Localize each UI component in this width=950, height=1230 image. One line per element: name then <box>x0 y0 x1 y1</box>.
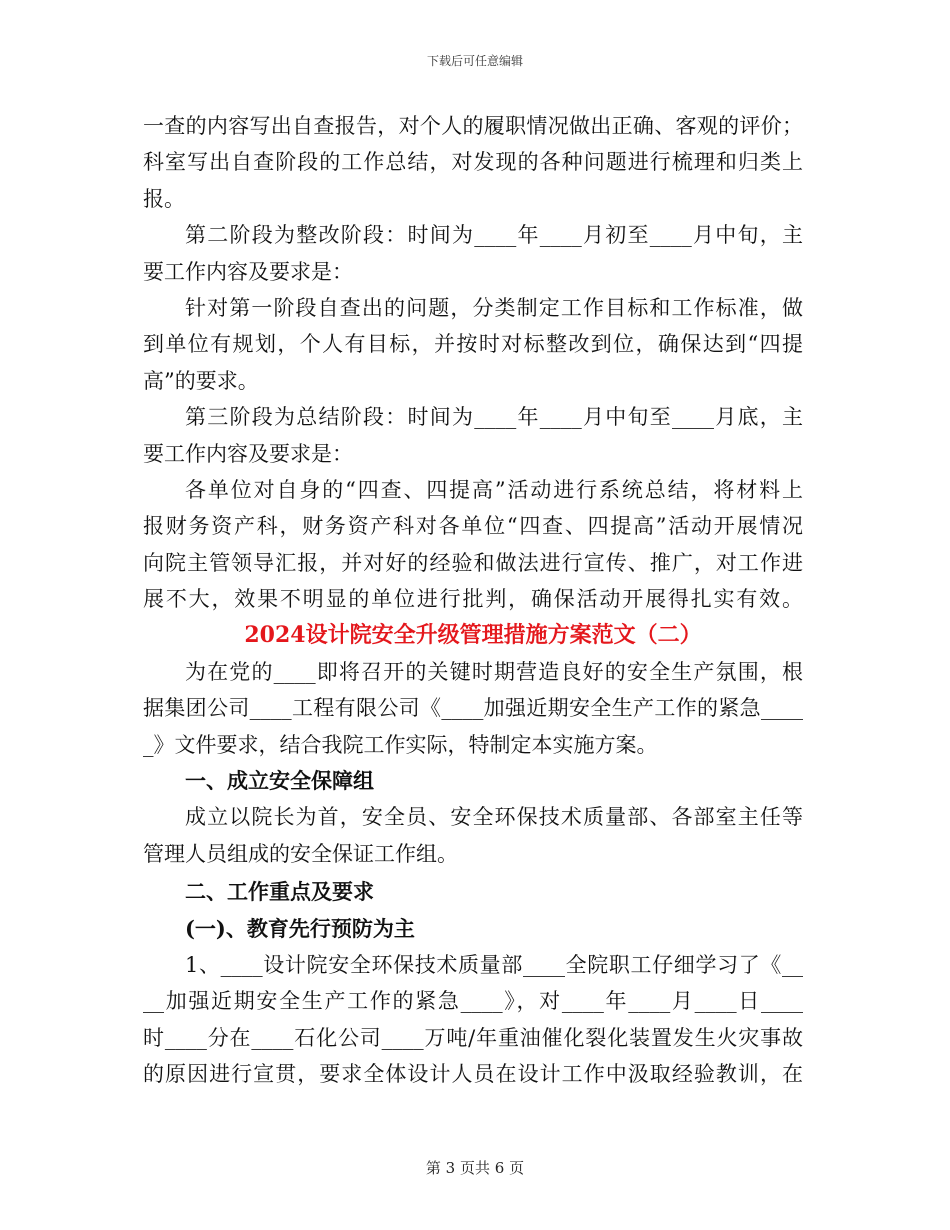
section-title: 2024设计院安全升级管理措施方案范文（二） <box>244 622 702 649</box>
section-heading: 一、成立安全保障组 <box>185 768 374 794</box>
body-line: 为在党的____即将召开的关键时期营造良好的安全生产氛围，根 <box>185 659 803 684</box>
body-line: 成立以院长为首，安全员、安全环保技术质量部、各部室主任等 <box>185 805 803 830</box>
body-line: 一查的内容写出自查报告，对个人的履职情况做出正确、客观的评价； <box>143 114 803 138</box>
body-line: 高”的要求。 <box>143 368 259 393</box>
body-line: 的原因进行宣贯，要求全体设计人员在设计工作中汲取经验教训，在 <box>143 1062 803 1087</box>
body-line: 向院主管领导汇报，并对好的经验和做法进行宣传、推广，对工作进 <box>143 550 803 575</box>
body-line: 到单位有规划，个人有目标，并按时对标整改到位，确保达到“四提 <box>143 332 803 357</box>
body-line: 时____分在____石化公司____万吨/年重油催化裂化装置发生火灾事故 <box>143 1025 803 1050</box>
body-line: 报财务资产科，财务资产科对各单位“四查、四提高”活动开展情况 <box>143 514 803 539</box>
page-footer: 第 3 页共 6 页 <box>425 1159 525 1177</box>
body-line: _》文件要求，结合我院工作实际，特制定本实施方案。 <box>143 732 658 757</box>
body-line: 报。 <box>143 186 185 211</box>
page-header: 下载后可任意编辑 <box>426 54 523 68</box>
body-line: 第三阶段为总结阶段：时间为____年____月中旬至____月底，主 <box>185 405 803 430</box>
body-line: 第二阶段为整改阶段：时间为____年____月初至____月中旬，主 <box>185 223 803 248</box>
body-line: 管理人员组成的安全保证工作组。 <box>143 841 458 866</box>
body-line: __加强近期安全生产工作的紧急____》，对____年____月____日____ <box>143 989 803 1014</box>
section-heading: 二、工作重点及要求 <box>185 879 374 905</box>
body-line: 要工作内容及要求是： <box>143 441 353 466</box>
body-line: 据集团公司____工程有限公司《____加强近期安全生产工作的紧急____ <box>143 696 803 721</box>
body-line: 1、____设计院安全环保技术质量部____全院职工仔细学习了《__ <box>185 952 803 977</box>
body-line: 针对第一阶段自查出的问题，分类制定工作目标和工作标准，做 <box>185 295 803 320</box>
body-line: 各单位对自身的“四查、四提高”活动进行系统总结，将材料上 <box>185 477 803 502</box>
body-line: 要工作内容及要求是： <box>143 259 353 284</box>
document-body <box>143 108 803 1093</box>
section-heading: (一)、教育先行预防为主 <box>185 915 415 941</box>
body-line: 科室写出自查阶段的工作总结，对发现的各种问题进行梳理和归类上 <box>143 150 803 175</box>
body-line: 展不大，效果不明显的单位进行批判，确保活动开展得扎实有效。 <box>143 587 803 612</box>
